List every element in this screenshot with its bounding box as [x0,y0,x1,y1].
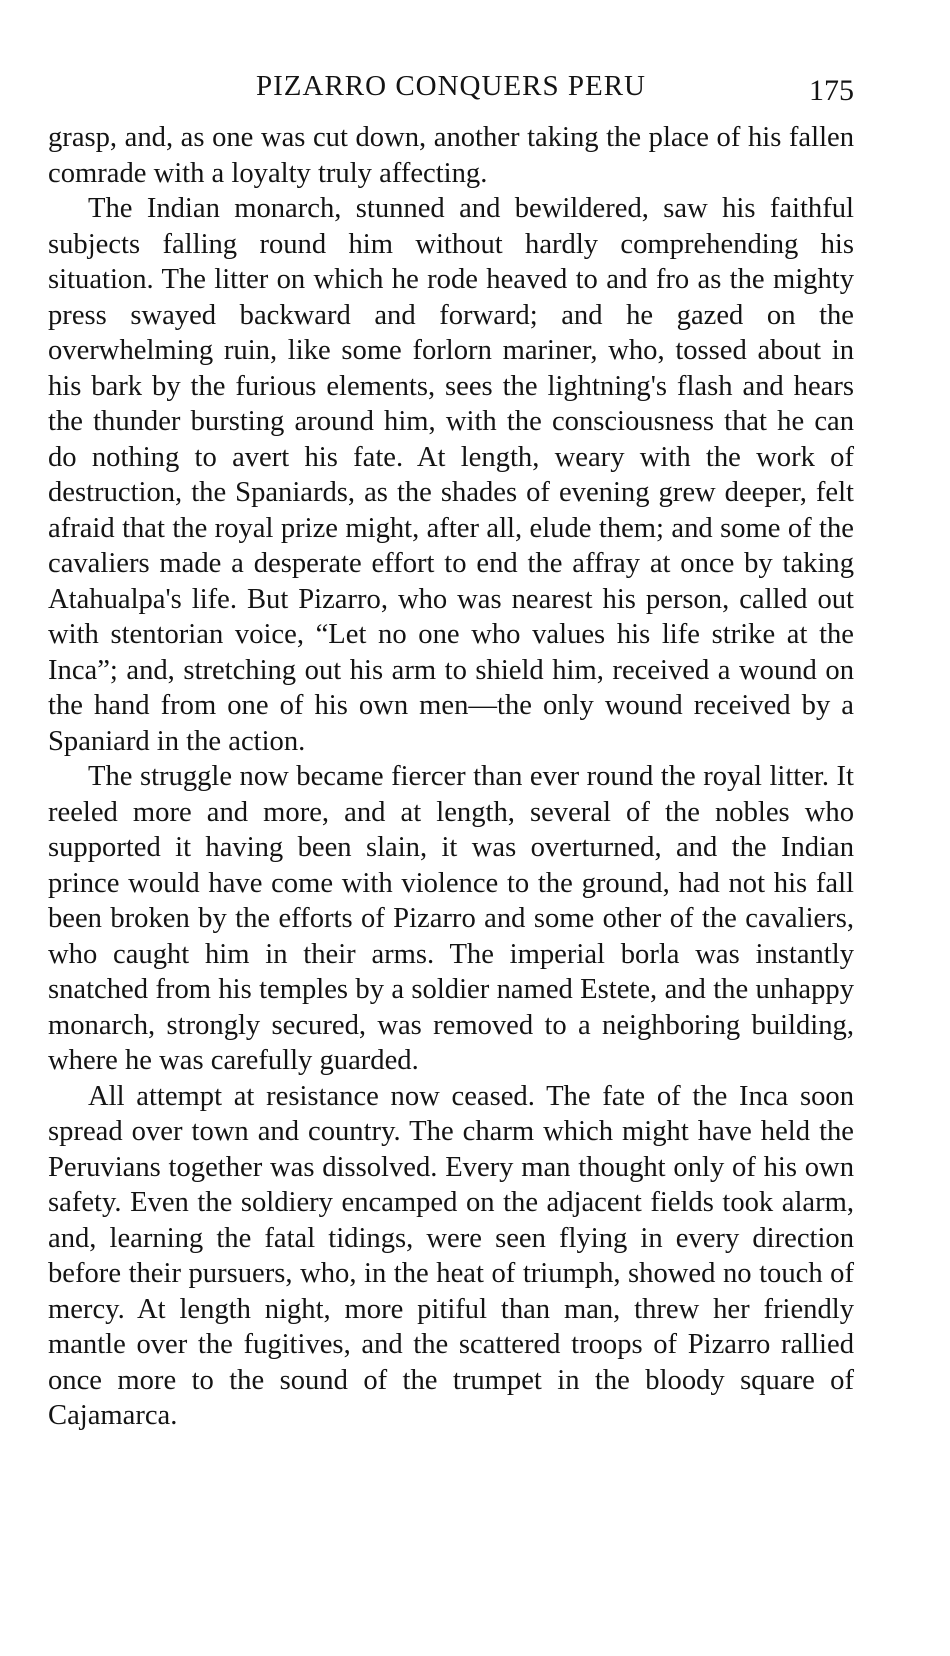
paragraph-indian-monarch: The Indian monarch, stunned and bewildered, saw his faithful subjects falling round him without hardly comprehending his situation. The litter on which he rode heaved to and fro as the mighty press swayed backward and forward; and he gazed on the overwhelming ruin, like some forlorn mariner, who, tossed about in his bark by the furious elements, sees the lightning's flash and hears the thunder bursting around him, with the consciousness that he can do nothing to avert his fate. At length, weary with the work of destruction, the Spaniards, as the shades of evening grew deeper, felt afraid that the royal prize might, after all, elude them; and some of the cavaliers made a desperate effort to end the affray at once by taking Atahualpa's life. But Pizarro, who was nearest his person, called out with stentorian voice, “Let no one who values his life strike at the Inca”; and, stretching out his arm to shield him, received a wound on the hand from one of his own men—the only wound received by a Spaniard in the action. [48,193,854,757]
paragraph-continuation: grasp, and, as one was cut down, another taking the place of his fallen comrade with a loyalty truly affecting. [48,122,854,189]
page-number: 175 [809,74,854,107]
running-header [48,70,854,120]
body-text [48,120,854,1434]
paragraph-resistance-ceased: All attempt at resistance now ceased. The fate of the Inca soon spread over town and country. The charm which might have held the Peruvians together was dissolved. Every man thought only of his own safety. Even the soldiery encamped on the adjacent fields took alarm, and, learning the fatal tidings, were seen flying in every direction before their pursuers, who, in the heat of triumph, showed no touch of mercy. At length night, more pitiful than man, threw her friendly mantle over the fugitives, and the scattered troops of Pizarro rallied once more to the sound of the trumpet in the bloody square of Cajamarca. [48,1080,854,1431]
running-title: PIZARRO CONQUERS PERU [256,70,646,102]
book-page [48,70,854,1434]
paragraph-struggle: The struggle now became fiercer than ever round the royal litter. It reeled more and more, and at length, several of the nobles who supported it having been slain, it was overturned, and the Indian prince would have come with violence to the ground, had not his fall been broken by the efforts of Pizarro and some other of the cavaliers, who caught him in their arms. The imperial borla was instantly snatched from his temples by a soldier named Estete, and the unhappy monarch, strongly secured, was removed to a neighboring building, where he was carefully guarded. [48,761,854,1076]
